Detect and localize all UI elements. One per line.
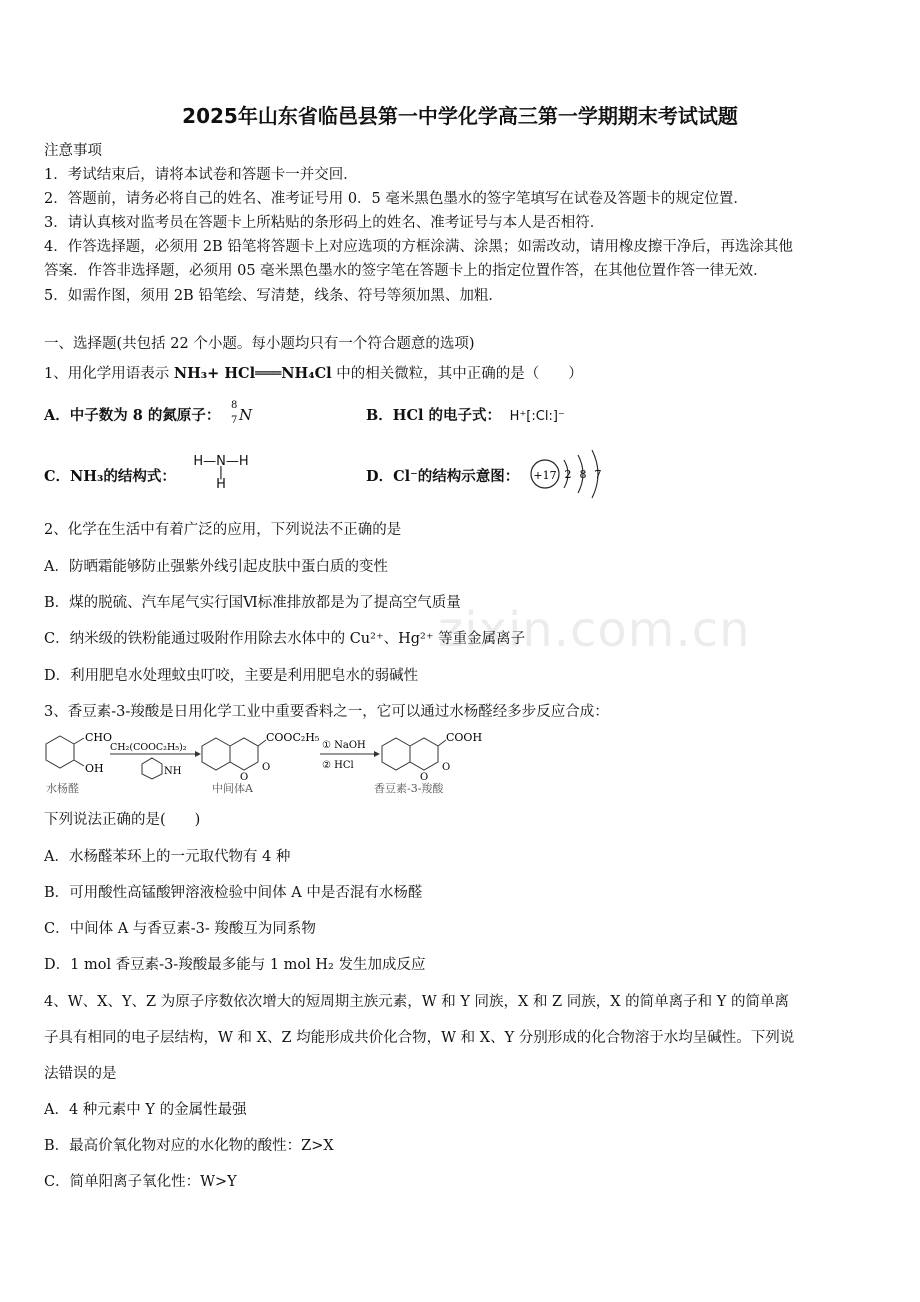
- q1-option-c: [44, 465, 176, 486]
- reagent-label: CH₂(COOC₂H₅)₂: [110, 742, 187, 753]
- synthesis-scheme: [40, 726, 490, 798]
- cho-group: CHO: [85, 731, 113, 744]
- q3-stem: 3、香豆素-3-羧酸是日用化学工业中重要香料之一，它可以通过水杨醛经多步反应合成：: [44, 704, 609, 720]
- q1-option-b: [366, 404, 565, 425]
- q1-stem: [44, 362, 583, 383]
- carbonyl-oxygen: O: [442, 762, 451, 773]
- q1-option-d: [366, 465, 519, 486]
- q1-option-d-label: D．Cl⁻的结构示意图：: [366, 468, 520, 485]
- q1-stem-prefix: 1、用化学用语表示: [44, 366, 170, 382]
- piperidine-ring-icon: [142, 758, 162, 779]
- shell-electrons: 7: [594, 468, 602, 481]
- q4-stem-line: 法错误的是: [44, 1066, 117, 1082]
- compound-name: 中间体A: [212, 782, 253, 795]
- carboxyl-group: COOH: [446, 731, 483, 744]
- benzene-ring-icon: [46, 736, 74, 768]
- element-symbol: N: [239, 406, 253, 424]
- pyrone-ring-icon: [410, 738, 438, 770]
- shell-electrons: 2: [564, 468, 572, 481]
- benzene-ring-icon: [382, 738, 410, 770]
- q4-option-b: B．最高价氧化物对应的水化物的酸性：Z>X: [44, 1138, 334, 1154]
- nh3-structure: [190, 454, 252, 492]
- q3-option-a: A．水杨醛苯环上的一元取代物有 4 种: [44, 849, 291, 865]
- notice-item: 3．请认真核对监考员在答题卡上所粘贴的条形码上的姓名、准考证号与本人是否相符．: [44, 215, 605, 231]
- compound-name: 水杨醛: [46, 782, 79, 795]
- q1-option-b-label: B．HCl 的电子式：: [366, 407, 502, 424]
- nh3-bond-icon: |: [218, 465, 224, 480]
- notice-item: 4．作答选择题，必须用 2B 铅笔将答题卡上对应选项的方框涂满、涂黑；如需改动，请用橡皮擦干净后，再选涂其他: [44, 239, 793, 255]
- notice-item: 答案．作答非选择题，必须用 05 毫米黑色墨水的签字笔在答题卡上的指定位置作答，在其他位置作答一律无效．: [44, 263, 768, 279]
- compound-name: 香豆素-3-羧酸: [374, 782, 444, 795]
- carbonyl-oxygen: O: [262, 762, 271, 773]
- watermark: zixin.com.cn: [438, 602, 751, 658]
- atomic-number: 7: [231, 415, 238, 426]
- pyrone-ring-icon: [230, 738, 258, 770]
- section-title: 一、选择题(共包括 22 个小题。每小题均只有一个符合题意的选项): [44, 336, 475, 352]
- ring-oxygen: O: [420, 772, 429, 783]
- oh-group: OH: [85, 762, 104, 775]
- q1-option-a: [44, 400, 255, 426]
- mass-number: 8: [231, 400, 238, 411]
- notice-item: 2．答题前，请务必将自己的姓名、准考证号用 0．5 毫米黑色墨水的签字笔填写在试卷及答题卡的规定位置．: [44, 191, 748, 207]
- nitrogen-isotope: [225, 400, 255, 426]
- q2-option-c: C．纳米级的铁粉能通过吸附作用除去水体中的 Cu²⁺、Hg²⁺ 等重金属离子: [44, 631, 526, 647]
- q2-option-b: B．煤的脱硫、汽车尾气实行国Ⅵ标准排放都是为了提高空气质量: [44, 595, 461, 611]
- q1-option-c-label: C．NH₃的结构式：: [44, 468, 176, 485]
- notice-heading: 注意事项: [44, 143, 102, 159]
- notice-item: 1．考试结束后，请将本试卷和答题卡一并交回．: [44, 167, 358, 183]
- step-one-label: ① NaOH: [322, 740, 366, 751]
- q1-equation: NH₃+ HCl═══NH₄Cl: [173, 365, 332, 382]
- q1-option-a-label: A．中子数为 8 的氮原子：: [44, 407, 221, 424]
- q2-option-a: A．防晒霜能够防止强紫外线引起皮肤中蛋白质的变性: [44, 559, 388, 575]
- q3-option-c: C．中间体 A 与香豆素-3- 羧酸互为同系物: [44, 921, 316, 937]
- nucleus-charge: +17: [533, 469, 557, 482]
- q2-stem: 2、化学在生活中有着广泛的应用，下列说法不正确的是: [44, 522, 402, 538]
- q4-stem-line: 子具有相同的电子层结构，W 和 X、Z 均能形成共价化合物，W 和 X、Y 分别形成的化合物溶于水均呈碱性。下列说: [44, 1030, 795, 1046]
- q3-option-d: D．1 mol 香豆素-3-羧酸最多能与 1 mol H₂ 发生加成反应: [44, 957, 426, 973]
- nh3-structure-bottom: H: [216, 477, 226, 492]
- step-two-label: ② HCl: [322, 760, 354, 771]
- q2-option-d: D．利用肥皂水处理蚊虫叮咬，主要是利用肥皂水的弱碱性: [44, 668, 419, 684]
- q4-option-c: C．简单阳离子氧化性：W>Y: [44, 1174, 237, 1190]
- q1-stem-suffix: 中的相关微粒，其中正确的是（ ）: [336, 366, 583, 382]
- ring-oxygen: O: [240, 772, 249, 783]
- benzene-ring-icon: [202, 738, 230, 770]
- q3-option-b: B．可用酸性高锰酸钾溶液检验中间体 A 中是否混有水杨醛: [44, 885, 423, 901]
- shell-electrons: 8: [579, 468, 587, 481]
- q3-prompt: 下列说法正确的是( ): [44, 812, 201, 828]
- nh3-structure-top: H—N—H: [193, 454, 249, 469]
- hcl-electron-formula: H⁺[:Cl:]⁻: [509, 409, 565, 424]
- nh-label: NH: [164, 766, 182, 777]
- notice-item: 5．如需作图，须用 2B 铅笔绘、写清楚，线条、符号等须加黑、加粗．: [44, 288, 503, 304]
- chloride-ion-diagram: [528, 446, 608, 502]
- exam-title: 2025年山东省临邑县第一中学化学高三第一学期期末考试试题: [182, 104, 738, 128]
- ester-group: COOC₂H₅: [266, 731, 320, 744]
- q4-option-a: A．4 种元素中 Y 的金属性最强: [44, 1102, 247, 1118]
- q4-stem-line: 4、W、X、Y、Z 为原子序数依次增大的短周期主族元素，W 和 Y 同族，X 和 Z 同族，X 的简单离子和 Y 的简单离: [44, 994, 789, 1010]
